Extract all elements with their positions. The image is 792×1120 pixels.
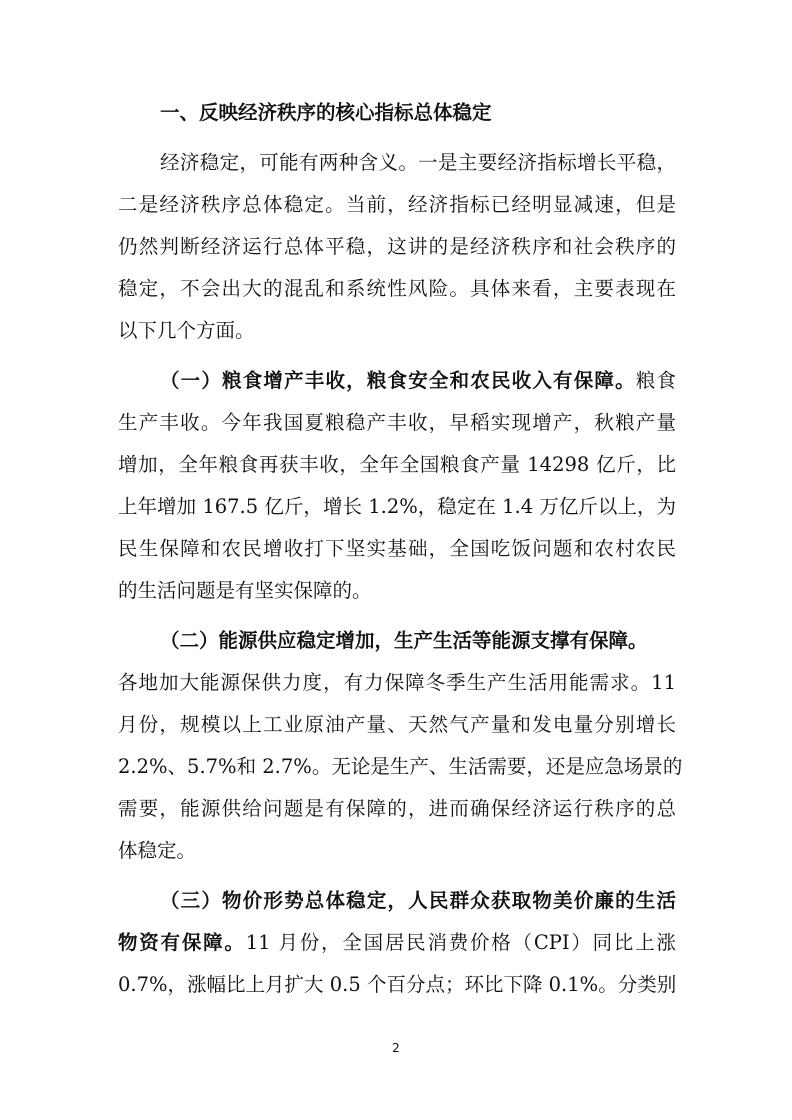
paragraph-3-line-4: 2.2%、5.7%和 2.7%。无论是生产、生活需要，还是应急场景的 — [118, 755, 683, 778]
page-number: 2 — [392, 1041, 400, 1055]
paragraph-3-line-3: 月份，规模以上工业原油产量、天然气产量和发电量分别增长 — [118, 713, 676, 736]
paragraph-2-line-1 — [160, 366, 676, 396]
section-heading: 一、反映经济秩序的核心指标总体稳定 — [160, 101, 492, 124]
paragraph-2-line-6: 的生活问题是有坚实保障的。 — [118, 579, 372, 602]
paragraph-3-line-6: 体稳定。 — [118, 839, 197, 862]
paragraph-2-lead: （一）粮食增产丰收，粮食安全和农民收入有保障。 — [160, 369, 636, 392]
paragraph-4-line-2-rest: 11 月份，全国居民消费价格（CPI）同比上涨 — [245, 931, 676, 954]
paragraph-4-line-2 — [118, 928, 676, 958]
paragraph-2-line-5: 民生保障和农民增收打下坚实基础，全国吃饭问题和农村农民 — [118, 537, 676, 560]
paragraph-1-line-3: 仍然判断经济运行总体平稳，这讲的是经济秩序和社会秩序的 — [118, 235, 676, 258]
paragraph-3-line-2: 各地加大能源保供力度，有力保障冬季生产生活用能需求。11 — [118, 671, 676, 694]
paragraph-1-line-4: 稳定，不会出大的混乱和系统性风险。具体来看，主要表现在 — [118, 277, 676, 300]
paragraph-3-line-1 — [160, 626, 676, 656]
paragraph-3-lead: （二）能源供应稳定增加，生产生活等能源支撑有保障。 — [160, 629, 648, 652]
paragraph-1-line-5: 以下几个方面。 — [118, 319, 255, 342]
paragraph-4-line-1 — [160, 886, 676, 916]
paragraph-3-line-5: 需要，能源供给问题是有保障的，进而确保经济运行秩序的总 — [118, 797, 676, 820]
paragraph-1-line-1: 经济稳定，可能有两种含义。一是主要经济指标增长平稳， — [160, 151, 676, 174]
paragraph-4-lead: （三）物价形势总体稳定，人民群众获取物美价廉的生活 — [160, 889, 676, 912]
paragraph-2-line-1-rest: 粮食 — [635, 369, 676, 392]
paragraph-1-line-2: 二是经济秩序总体稳定。当前，经济指标已经明显减速，但是 — [118, 193, 676, 216]
paragraph-4-line-3: 0.7%，涨幅比上月扩大 0.5 个百分点；环比下降 0.1%。分类别 — [118, 973, 677, 996]
paragraph-2-line-3: 增加，全年粮食再获丰收，全年全国粮食产量 14298 亿斤，比 — [118, 453, 676, 476]
paragraph-4-lead-continued: 物资有保障。 — [118, 931, 246, 954]
paragraph-2-line-2: 生产丰收。今年我国夏粮稳产丰收，早稻实现增产，秋粮产量 — [118, 411, 676, 434]
paragraph-2-line-4: 上年增加 167.5 亿斤，增长 1.2%，稳定在 1.4 万亿斤以上，为 — [118, 495, 676, 518]
